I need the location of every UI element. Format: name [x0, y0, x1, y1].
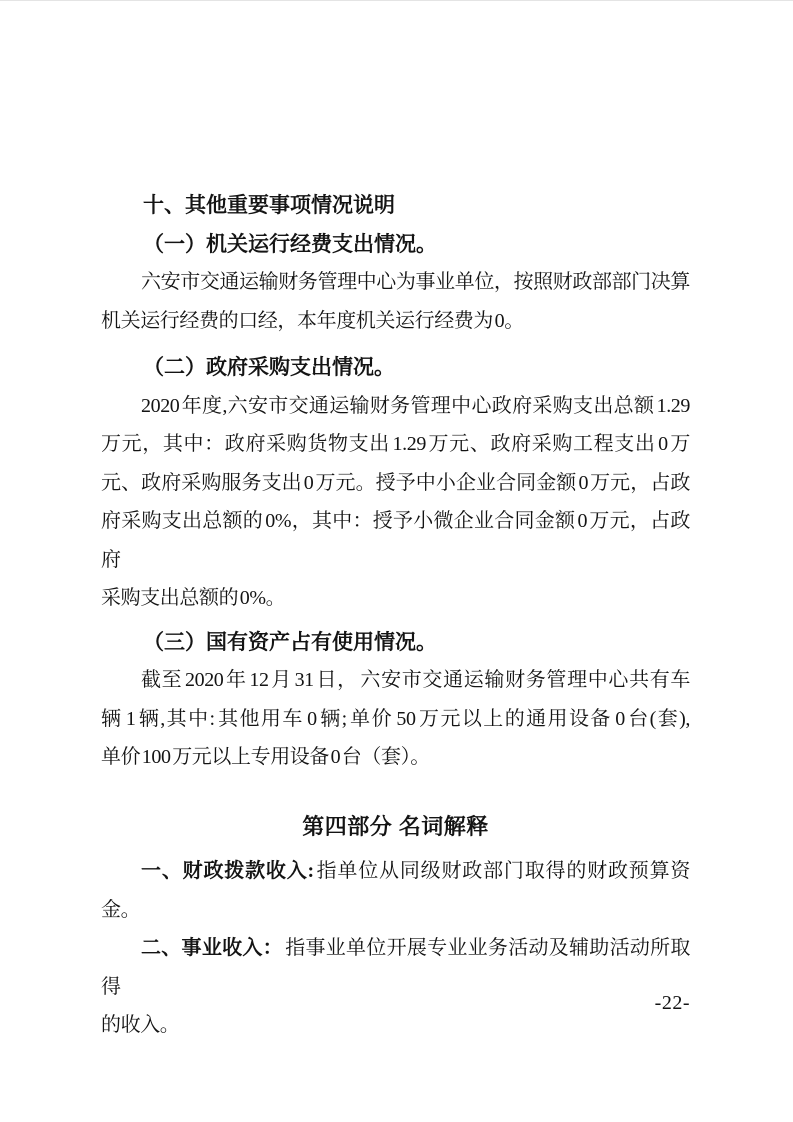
part4-heading: 第四部分 名词解释	[302, 813, 489, 839]
text-line: 元、政府采购服务支出 0 万元。授予中小企业合同金额 0 万元，占政	[101, 471, 690, 494]
text-line: 机关运行经费的口经，本年度机关运行经费为 0。	[101, 309, 524, 332]
term-2-label: 二、事业收入：	[141, 937, 283, 959]
subsection-3-heading: （三）国有资产占有使用情况。	[143, 629, 437, 654]
text-line: 万元，其中：政府采购货物支出 1.29 万元、政府采购工程支出 0 万	[101, 433, 690, 455]
subsection-2-paragraph	[101, 387, 690, 618]
subsection-2-heading: （二）政府采购支出情况。	[143, 355, 395, 379]
text-line: 六安市交通运输财务管理中心为事业单位，按照财政部部门决算	[141, 271, 690, 293]
term-2-text-line-1: 指事业单位开展专业业务活动及辅助活动所取得	[101, 937, 690, 998]
text-line: 采购支出总额的 0%。	[101, 587, 286, 609]
page-top-edge-line	[0, 0, 793, 1]
text-line: 府采购支出总额的 0%，其中：授予小微企业合同金额 0 万元，占政府	[101, 510, 690, 571]
page-content	[101, 186, 690, 1045]
page-number: -22-	[654, 992, 690, 1014]
subsection-1-paragraph	[101, 263, 690, 340]
subsection-3-paragraph	[101, 661, 690, 777]
term-1-label: 一、财政拨款收入:	[141, 860, 314, 882]
term-2-line-1	[101, 929, 690, 1006]
term-1-text: 指单位从同级财政部门取得的财政预算资金。	[101, 860, 690, 921]
text-line: 辆 1 辆,其中: 其他用车 0 辆; 单价 50 万元以上的通用设备 0 台(套),	[101, 707, 690, 730]
term-1-line	[101, 852, 690, 929]
subsection-1-heading: （一）机关运行经费支出情况。	[143, 231, 437, 256]
text-line: 2020 年度,六安市交通运输财务管理中心政府采购支出总额 1.29	[141, 394, 690, 417]
text-line: 单价 100 万元以上专用设备 0 台（套）。	[101, 746, 430, 768]
text-line: 截至 2020 年 12 月 31 日， 六安市交通运输财务管理中心共有车	[141, 669, 690, 691]
term-definition-2	[101, 929, 690, 1045]
term-2-text-line-2: 的收入。	[101, 1014, 180, 1036]
term-definition-1	[101, 852, 690, 929]
section-heading: 十、其他重要事项情况说明	[143, 193, 395, 217]
